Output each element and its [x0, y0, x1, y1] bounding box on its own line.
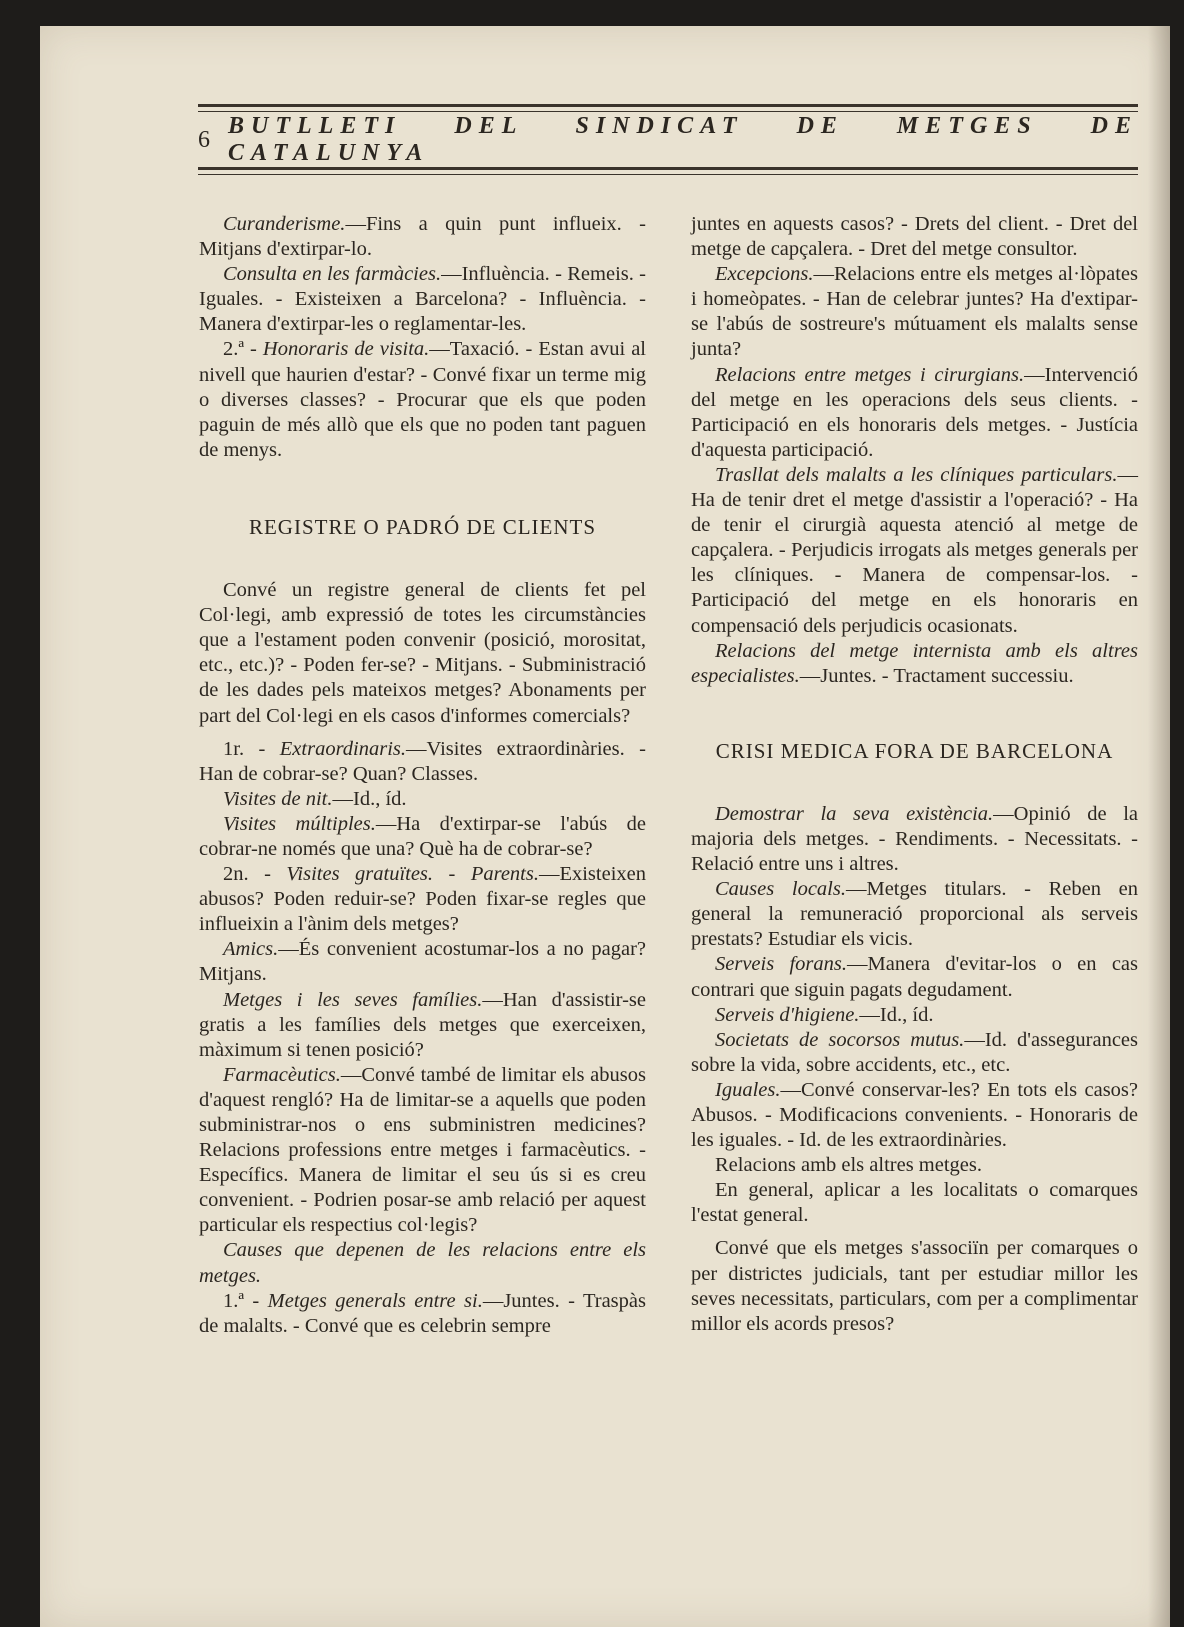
paragraph — [691, 877, 1138, 952]
paragraph-lead: Amics. — [223, 938, 279, 961]
paragraph-lead: Relacions del metge internista amb els altres especialistes. — [691, 639, 1138, 687]
paragraph-text: Convé un registre general de clients fet pel Col·legi, amb expressió de totes les circumstàncies que a l'estament poden convenir (posició, morositat, etc., etc.)? - Poden fer-se? - Mitjans. - Subministració de les dades pels mateixos metges? Abonaments per part del Col·legi en els casos d'informes comercials? — [199, 579, 646, 727]
paragraph — [691, 952, 1138, 1002]
paragraph — [199, 812, 646, 862]
paragraph-lead: Metges generals entre si. — [267, 1289, 483, 1312]
paragraph-prefix: 1.ª - — [223, 1289, 268, 1312]
paragraph-text: —Id. d'assegurances sobre la vida, sobre accidents, etc., etc. — [691, 1028, 1138, 1076]
paragraph-text: —Taxació. - Estan avui al nivell que haurien d'estar? - Convé fixar un terme mig o diverses classes? - Procurar que els que poden paguin de més allò que els que no poden tant paguen de menys. — [199, 338, 647, 461]
paragraph — [199, 1289, 646, 1339]
paragraph-lead: Causes que depenen de les relacions entre els metges. — [199, 1239, 646, 1287]
paragraph-lead: Visites de nit. — [223, 787, 333, 810]
paragraph-lead: Curanderisme. — [223, 213, 346, 235]
paragraph-text: —Metges titulars. - Reben en general la remuneració proporcional als serveis prestats? Estudiar els vicis. — [691, 878, 1138, 951]
page-number: 6 — [198, 126, 210, 153]
paragraph — [199, 988, 646, 1063]
paragraph-text: juntes en aquests casos? - Drets del client. - Dret del metge de capçalera. - Dret del metge consultor. — [691, 213, 1138, 261]
paragraph-text: Convé que els metges s'associïn per comarques o per districtes judicials, tant per estudiar millor les seves necessitats, particulars, com per a complimentar millor els acords presos? — [691, 1237, 1138, 1335]
paragraph-text: —Intervenció del metge en les operacions dels seus clients. - Participació en els honoraris dels metges. - Justícia d'aquesta participació. — [691, 363, 1138, 461]
header-row — [198, 113, 1138, 166]
paragraph — [691, 363, 1138, 463]
paragraph-text: —Ha de tenir dret el metge d'assistir a l'operació? - Ha de tenir el cirurgià aquesta atenció al metge de capçalera. - Perjudicis irrogats als metges generals per les clíniques. - Manera de compensar-los. - Participació del metge en els honoraris en compensació dels perjudicis ocasionats. — [691, 463, 1138, 637]
right-column — [691, 212, 1138, 1337]
paragraph — [691, 1178, 1138, 1228]
paragraph-text: —Convé conservar-les? En tots els casos? Abusos. - Modificacions convenients. - Honoraris de les iguales. - Id. de les extraordinàries. — [691, 1078, 1138, 1152]
running-header — [198, 104, 1138, 178]
paragraph — [199, 862, 646, 937]
section-heading: CRISI MEDICA FORA DE BARCELONA — [715, 738, 1114, 763]
paragraph-text: —Manera d'evitar-los o en cas contrari que siguin pagats degudament. — [691, 953, 1138, 1001]
paragraph — [691, 1236, 1138, 1336]
paragraph — [691, 463, 1138, 639]
paragraph-lead: Societats de socorsos mutus. — [715, 1028, 965, 1051]
paragraph — [691, 802, 1138, 877]
paragraph-text: —Relacions entre els metges al·lòpates i homeòpates. - Han de celebrar juntes? Ha d'extipar-se l'abús de sostreure's mútuament els malalts sense junta? — [691, 263, 1138, 361]
paragraph — [691, 212, 1138, 262]
paragraph-lead: Serveis forans. — [715, 953, 848, 976]
header-rule-top — [198, 104, 1138, 107]
paragraph-lead: Honoraris de visita. — [262, 338, 430, 361]
paragraph-prefix: 1r. - — [223, 737, 280, 760]
paragraph-text: —Opinió de la majoria dels metges. - Rendiments. - Necessitats. - Relació entre uns i altres. — [691, 802, 1139, 876]
paragraph-lead: Visites múltiples. — [223, 812, 376, 835]
paragraph-text: —És convenient acostumar-los a no pagar? Mitjans. — [199, 938, 646, 986]
paragraph-lead: Relacions entre metges i cirurgians. — [715, 363, 1025, 386]
paragraph-text: —Convé també de limitar els abusos d'aquest rengló? Ha de limitar-se a aquells que poden subministrar-nos o ens subministren medicines? Relacions professions entre metges i farmacèutics. - Específics. Manera de limitar el seu ús si es creu convenient. - Podrien posar-se amb relació per aquest particular els respectius col·legis? — [199, 1063, 646, 1237]
paragraph-text: —Han d'assistir-se gratis a les famílies dels metges que exerceixen, màximum si tenen posició? — [199, 988, 646, 1061]
paragraph-text: —Id., íd. — [859, 1003, 934, 1026]
paragraph-lead: Farmacèutics. — [223, 1063, 341, 1086]
paragraph — [691, 262, 1138, 362]
header-rule-top-thin — [198, 111, 1138, 112]
paragraph — [199, 212, 646, 262]
paragraph — [199, 937, 646, 987]
paragraph-text: —Fins a quin punt influeix. - Mitjans d'extirpar-lo. — [199, 213, 646, 261]
paragraph-lead: Extraordinaris. — [279, 737, 407, 760]
document-page — [40, 26, 1170, 1627]
paragraph-text: —Id., íd. — [332, 787, 407, 810]
paragraph-text: Relacions amb els altres metges. — [715, 1154, 982, 1177]
paragraph-lead: Consulta en les farmàcies. — [223, 263, 442, 286]
paragraph-lead: Iguales. — [715, 1078, 781, 1101]
paragraph-text: —Influència. - Remeis. - Iguales. - Existeixen a Barcelona? - Influència. - Manera d'extirpar-les o reglamentar-les. — [199, 263, 646, 336]
paragraph-text: —Existeixen abusos? Poden reduir-se? Poden fixar-se regles que influeixin a l'ànim dels metges? — [199, 863, 647, 936]
paragraph-lead: Trasllat dels malalts a les clíniques particulars. — [715, 463, 1118, 486]
paragraph — [199, 578, 646, 729]
paragraph — [199, 1238, 646, 1288]
paragraph — [199, 1063, 646, 1239]
paragraph-lead: Serveis d'higiene. — [715, 1003, 860, 1026]
paragraph-lead: Metges i les seves famílies. — [223, 988, 483, 1011]
paragraph-text: —Visites extraordinàries. - Han de cobrar-se? Quan? Classes. — [199, 737, 646, 785]
paragraph — [199, 262, 646, 337]
paragraph-lead: Visites gratuïtes. — [286, 863, 434, 886]
page-edge-shadow — [1148, 26, 1170, 1627]
paragraph-lead: Excepcions. — [715, 263, 814, 286]
paragraph-text: —Juntes. - Traspàs de malalts. - Convé que es celebrin sempre — [199, 1289, 646, 1337]
paragraph — [691, 1078, 1138, 1153]
paragraph — [691, 1003, 1138, 1028]
paragraph-text: En general, aplicar a les localitats o comarques l'estat general. — [691, 1179, 1138, 1227]
paragraph-prefix: 2.ª - — [223, 338, 263, 361]
paragraph-prefix: 2n. - — [223, 863, 287, 886]
paragraph — [199, 337, 646, 462]
header-rule-bottom-thin — [198, 174, 1138, 175]
paragraph-text: —Ha d'extirpar-se l'abús de cobrar-ne només que una? Què ha de cobrar-se? — [199, 812, 646, 860]
paragraph — [691, 1153, 1138, 1178]
paragraph-separator: - — [433, 863, 471, 886]
paragraph — [691, 639, 1138, 689]
paragraph — [199, 737, 646, 787]
section-heading: REGISTRE O PADRÓ DE CLIENTS — [248, 514, 597, 539]
header-rule-bottom — [198, 167, 1138, 170]
paragraph — [691, 1028, 1138, 1078]
paragraph — [199, 787, 646, 812]
paragraph-lead: Demostrar la seva existència. — [715, 802, 994, 825]
paragraph-lead: Causes locals. — [715, 878, 846, 901]
left-column — [199, 212, 646, 1339]
paragraph-lead-secondary: Parents. — [470, 863, 539, 886]
running-title: BUTLLETI DEL SINDICAT DE METGES DE CATALUNYA — [228, 113, 1138, 166]
paragraph-text: —Juntes. - Tractament successiu. — [799, 664, 1074, 687]
